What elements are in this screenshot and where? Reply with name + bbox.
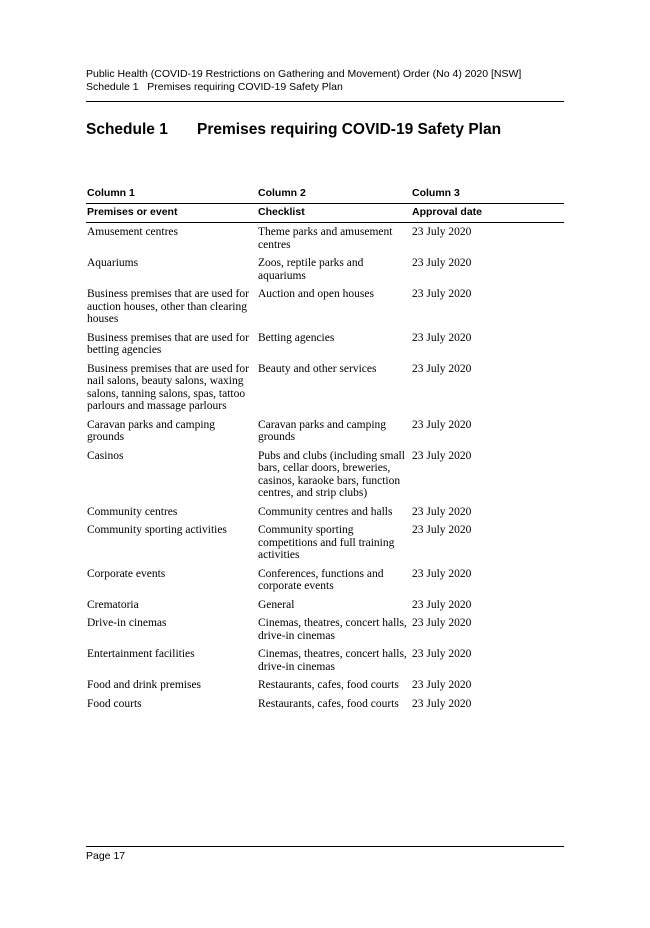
premises-cell: Community centres xyxy=(87,505,178,518)
approval-date-cell: 23 July 2020 xyxy=(412,598,472,611)
checklist-cell: Auction and open houses xyxy=(258,288,374,300)
header-schedule-title: Schedule 1 Premises requiring COVID-19 Safety Plan xyxy=(86,81,343,93)
premises-cell: Community sporting activities xyxy=(87,524,227,536)
approval-date-cell: 23 July 2020 xyxy=(412,362,472,375)
premises-cell: Casinos xyxy=(87,449,124,462)
table-row xyxy=(86,698,564,717)
approval-date-cell: 23 July 2020 xyxy=(412,567,472,580)
column-header: Column 2 xyxy=(257,187,411,204)
table-row xyxy=(86,332,564,363)
running-header xyxy=(86,68,521,94)
table-row xyxy=(86,679,564,698)
checklist-cell: Cinemas, theatres, concert halls, drive-in cinemas xyxy=(258,617,407,642)
premises-cell: Food and drink premises xyxy=(87,679,202,691)
checklist-cell: Theme parks and amusement centres xyxy=(258,226,393,251)
footer-rule xyxy=(86,846,564,847)
checklist-cell: Community centres and halls xyxy=(258,505,393,518)
premises-cell: Amusement centres xyxy=(87,226,179,238)
approval-date-cell: 23 July 2020 xyxy=(412,257,472,269)
table-row xyxy=(86,568,564,599)
column-header: Column 3 xyxy=(411,187,564,204)
premises-cell: Caravan parks and camping grounds xyxy=(87,418,216,443)
checklist-cell: Restaurants, cafes, food courts xyxy=(258,679,399,691)
approval-date-cell: 23 July 2020 xyxy=(412,226,472,238)
schedule-heading xyxy=(86,121,501,139)
table-row xyxy=(86,288,564,332)
approval-date-cell: 23 July 2020 xyxy=(412,524,472,536)
table-row xyxy=(86,648,564,679)
header-rule xyxy=(86,101,564,102)
approval-date-cell: 23 July 2020 xyxy=(412,697,472,710)
table-row xyxy=(86,450,564,506)
table-row xyxy=(86,363,564,419)
column-number-row xyxy=(86,187,564,204)
column-label-row xyxy=(86,204,564,223)
approval-date-cell: 23 July 2020 xyxy=(412,505,472,518)
schedule-title: Premises requiring COVID-19 Safety Plan xyxy=(197,121,502,138)
table-row xyxy=(86,223,564,258)
table-row xyxy=(86,257,564,288)
premises-cell: Crematoria xyxy=(87,598,139,611)
table-row xyxy=(86,524,564,568)
checklist-cell: Restaurants, cafes, food courts xyxy=(258,697,399,710)
premises-cell: Business premises that are used for nail salons, beauty salons, waxing salons, tanning salons, spas, tattoo parlours and massage parlours xyxy=(87,362,249,412)
column-subheader: Approval date xyxy=(411,204,564,223)
premises-cell: Corporate events xyxy=(87,567,166,580)
checklist-cell: Pubs and clubs (including small bars, cellar doors, breweries, casinos, karaoke bars, function centres, and strip clubs) xyxy=(258,449,405,499)
premises-cell: Food courts xyxy=(87,697,142,710)
premises-cell: Drive-in cinemas xyxy=(87,617,167,629)
checklist-cell: Conferences, functions and corporate events xyxy=(258,567,384,592)
checklist-cell: Community sporting competitions and full training activities xyxy=(258,524,395,561)
column-subheader: Premises or event xyxy=(86,204,257,223)
premises-cell: Business premises that are used for auction houses, other than clearing houses xyxy=(87,288,249,325)
column-header: Column 1 xyxy=(86,187,257,204)
table-row xyxy=(86,599,564,618)
checklist-cell: Caravan parks and camping grounds xyxy=(258,418,387,443)
checklist-cell: Cinemas, theatres, concert halls, drive-in cinemas xyxy=(258,648,407,673)
approval-date-cell: 23 July 2020 xyxy=(412,648,472,660)
premises-cell: Business premises that are used for betting agencies xyxy=(87,331,249,356)
checklist-cell: Betting agencies xyxy=(258,331,335,344)
approval-date-cell: 23 July 2020 xyxy=(412,617,472,629)
approval-date-cell: 23 July 2020 xyxy=(412,331,472,344)
table-row xyxy=(86,617,564,648)
table-body xyxy=(86,223,564,717)
premises-table xyxy=(86,187,564,716)
checklist-cell: General xyxy=(258,598,295,611)
approval-date-cell: 23 July 2020 xyxy=(412,418,472,431)
approval-date-cell: 23 July 2020 xyxy=(412,449,472,462)
premises-cell: Aquariums xyxy=(87,257,139,269)
page-number: Page 17 xyxy=(86,850,126,862)
checklist-cell: Beauty and other services xyxy=(258,362,377,375)
schedule-number: Schedule 1 xyxy=(86,121,168,138)
approval-date-cell: 23 July 2020 xyxy=(412,679,472,691)
column-subheader: Checklist xyxy=(257,204,411,223)
premises-cell: Entertainment facilities xyxy=(87,648,195,660)
table-row xyxy=(86,419,564,450)
approval-date-cell: 23 July 2020 xyxy=(412,288,472,300)
checklist-cell: Zoos, reptile parks and aquariums xyxy=(258,257,364,282)
table-row xyxy=(86,506,564,525)
header-order-title: Public Health (COVID-19 Restrictions on Gathering and Movement) Order (No 4) 2020 [NSW] xyxy=(86,68,522,80)
